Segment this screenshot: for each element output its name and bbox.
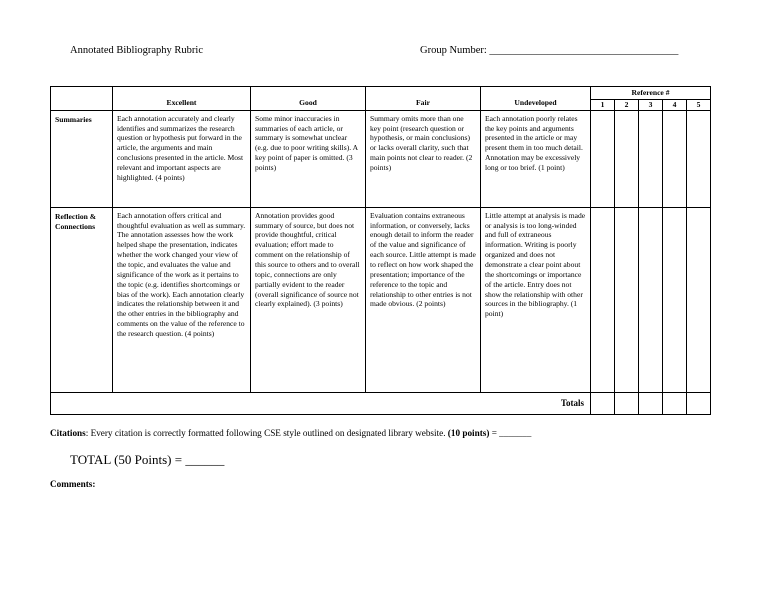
- reference-number: 3: [639, 99, 663, 110]
- total-cell[interactable]: [591, 392, 615, 415]
- criterion-cell: Summary omits more than one key point (research question or hypothesis, or main conclusions) or lacks overall clarity, such that main points not clear to reader. (2 points): [366, 110, 481, 207]
- row-label-summaries: Summaries: [51, 110, 113, 207]
- rubric-row-summaries: [51, 110, 711, 207]
- total-cell[interactable]: [639, 392, 663, 415]
- col-header-excellent: Excellent: [113, 87, 251, 111]
- criterion-cell: Annotation provides good summary of source, but does not provide thoughtful, critical evaluation; effort made to comment on the relationship of this source to others and to overall topic, connections are only partially evident to the reader (overall significance of source not clearly explained). (3 points): [251, 207, 366, 392]
- rubric-table: [50, 86, 711, 415]
- corner-cell: [51, 87, 113, 111]
- total-line: TOTAL (50 Points) = ______: [70, 452, 225, 467]
- criterion-cell: Each annotation offers critical and thoughtful evaluation as well as summary. The annotation assesses how the work helped shape the presentation, indicates whether the work changed your view of the topic, and evaluates the value and significance of the work as it pertains to the topic (e.g. identifies shortcomings or bias of the work). Each annotation clearly indicates the relationship between it and the other entries in the bibliography and comments on the value of the reference to the research question. (4 points): [113, 207, 251, 392]
- reference-number: 4: [663, 99, 687, 110]
- total-cell[interactable]: [663, 392, 687, 415]
- total-cell[interactable]: [687, 392, 711, 415]
- score-cell[interactable]: [687, 207, 711, 392]
- comments-label: Comments:: [50, 479, 96, 489]
- col-header-good: Good: [251, 87, 366, 111]
- score-cell[interactable]: [615, 207, 639, 392]
- reference-number: 1: [591, 99, 615, 110]
- col-header-undeveloped: Undeveloped: [481, 87, 591, 111]
- criterion-cell: Little attempt at analysis is made or analysis is too long-winded and full of extraneous information. Writing is poorly organized and does not demonstrate a clear point about the shortcomings or importance of the article. Entry does not show the relationship with other sources in the bibliography. (1 point): [481, 207, 591, 392]
- citations-text: : Every citation is correctly formatted following CSE style outlined on designated library website.: [85, 428, 448, 438]
- criterion-cell: Each annotation accurately and clearly identifies and summarizes the research question or hypothesis put forward in the article, the arguments and main conclusions presented in the article. Most relevant and important aspects are highlighted. (4 points): [113, 110, 251, 207]
- score-cell[interactable]: [591, 110, 615, 207]
- col-header-fair: Fair: [366, 87, 481, 111]
- score-cell[interactable]: [687, 110, 711, 207]
- totals-label: Totals: [51, 392, 591, 415]
- score-cell[interactable]: [663, 207, 687, 392]
- group-number-field[interactable]: Group Number: ____________________________________: [420, 45, 679, 56]
- totals-row: [51, 392, 711, 415]
- score-cell[interactable]: [615, 110, 639, 207]
- reference-number: 2: [615, 99, 639, 110]
- reference-number: 5: [687, 99, 711, 110]
- score-cell[interactable]: [663, 110, 687, 207]
- page-title: Annotated Bibliography Rubric: [70, 45, 203, 56]
- citations-blank[interactable]: = _______: [489, 428, 532, 438]
- criterion-cell: Each annotation poorly relates the key points and arguments presented in the article or may present them in too much detail. Annotation may be excessively long or too brief. (1 point): [481, 110, 591, 207]
- criterion-cell: Some minor inaccuracies in summaries of each article, or summary is somewhat unclear (e.g. due to poor writing skills). A key point of paper is omitted. (3 points): [251, 110, 366, 207]
- citations-points: (10 points): [447, 428, 490, 438]
- criterion-cell: Evaluation contains extraneous information, or conversely, lacks enough detail to inform the reader of the value and significance of each source. Little attempt is made to reflect on how work shaped the presentation; importance of the reference to the topic and relationship to other entries is not made obvious. (2 points): [366, 207, 481, 392]
- citations-label: Citations: [50, 428, 86, 438]
- score-cell[interactable]: [591, 207, 615, 392]
- total-cell[interactable]: [615, 392, 639, 415]
- rubric-row-reflection: [51, 207, 711, 392]
- row-label-reflection: Reflection & Connections: [51, 207, 113, 392]
- citations-line: [50, 428, 531, 438]
- score-cell[interactable]: [639, 110, 663, 207]
- score-cell[interactable]: [639, 207, 663, 392]
- reference-header: Reference #: [591, 87, 711, 100]
